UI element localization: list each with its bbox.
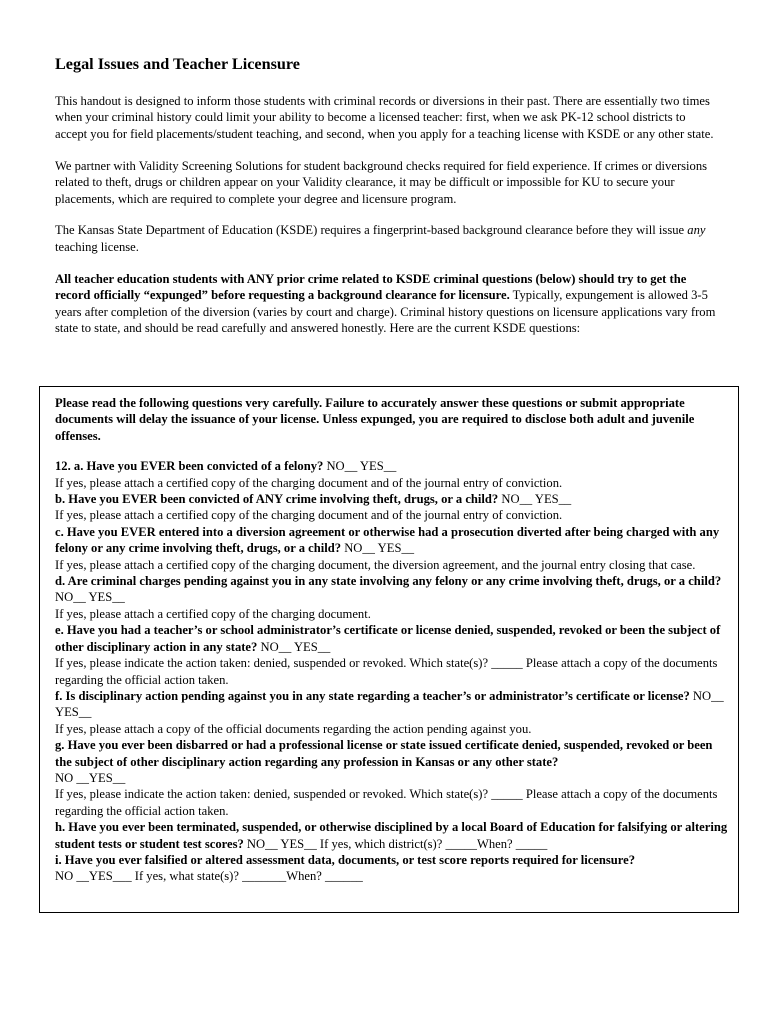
intro-paragraph: This handout is designed to inform those students with criminal records or diversions in their past. There are essentially two times when your criminal history could limit your ability to become a licensed teacher: first, when we ask PK-12 school districts to accept you for field placements/student teaching, and second, when you apply for a teaching license with KSDE or any other state. <box>55 94 714 141</box>
document-body <box>55 54 717 352</box>
expungement-bold-text: All teacher education students with ANY prior crime related to KSDE criminal questions (below) should try to get the record officially “expunged” before requesting a background clearance for licensure. <box>55 271 687 303</box>
question-h <box>55 819 728 852</box>
question-h-text: h. Have you ever been terminated, suspended, or otherwise disciplined by a local Board of Education for falsifying or altering student tests or student test scores? <box>55 820 728 851</box>
question-f-text: f. Is disciplinary action pending against you in any state regarding a teacher’s or administrator’s certificate or license? <box>55 688 690 703</box>
question-d-answer: NO__ YES__ <box>55 590 125 605</box>
question-g-note: If yes, please indicate the action taken: denied, suspended or revoked. Which state(s)? _____ Please attach a copy of the documents regarding the official action taken. <box>55 787 718 818</box>
question-c <box>55 524 728 573</box>
question-c-text: c. Have you EVER entered into a diversion agreement or otherwise had a prosecution diverted after being charged with any felony or any crime involving theft, drugs, or a child? <box>55 524 720 556</box>
ksde-text-post: teaching license. <box>55 239 139 254</box>
question-g-answer: NO __YES__ <box>55 770 126 785</box>
ksde-text-pre: The Kansas State Department of Education (KSDE) requires a fingerprint-based background clearance before they will issue <box>55 223 688 238</box>
question-b-text: b. Have you EVER been convicted of ANY crime involving theft, drugs, or a child? <box>55 492 499 507</box>
question-d-text: d. Are criminal charges pending against you in any state involving any felony or any crime involving theft, drugs, or a child? <box>55 574 722 589</box>
question-e-note: If yes, please indicate the action taken: denied, suspended or revoked. Which state(s)? _____ Please attach a copy of the documents regarding the official action taken. <box>55 656 718 687</box>
expungement-paragraph <box>55 271 717 337</box>
question-i-text: i. Have you ever falsified or altered assessment data, documents, or test score reports required for licensure? <box>55 852 636 867</box>
question-d-note: If yes, please attach a certified copy of the charging document. <box>55 606 371 621</box>
question-i-answer: NO __YES___ If yes, what state(s)? _______When? ______ <box>55 869 363 884</box>
expungement-text: Typically, expungement is allowed 3-5 years after completion of the diversion (varies by court and charge). Criminal history questions on licensure applications vary from state to state, and should be read carefully and answered honestly. Here are the current KSDE questions: <box>55 288 716 335</box>
question-b-answer: NO__ YES__ <box>498 492 572 507</box>
question-c-answer: NO__ YES__ <box>341 541 415 556</box>
ksde-text-emphasis: any <box>687 223 706 238</box>
question-c-note: If yes, please attach a certified copy of the charging document, the diversion agreement, and the journal entry closing that case. <box>55 557 696 572</box>
question-a-answer: NO__ YES__ <box>323 459 397 474</box>
ksde-questions-box <box>39 386 739 913</box>
page-title: Legal Issues and Teacher Licensure <box>55 55 300 73</box>
question-a <box>55 458 728 491</box>
questions-instructions: Please read the following questions very carefully. Failure to accurately answer these questions or submit appropriate documents will delay the issuance of your license. Unless expunged, you are required to disclose both adult and juvenile offenses. <box>55 396 695 443</box>
question-e <box>55 622 728 688</box>
question-e-text: e. Have you had a teacher’s or school administrator’s certificate or license denied, suspended, revoked or been the subject of other disciplinary action in any state? <box>55 623 721 654</box>
question-g <box>55 737 728 819</box>
question-i <box>55 852 728 885</box>
question-b <box>55 491 728 524</box>
question-e-answer: NO__ YES__ <box>257 639 331 654</box>
question-f <box>55 688 728 737</box>
question-h-answer: NO__ YES__ If yes, which district(s)? _____When? _____ <box>243 836 548 851</box>
question-f-answer: NO__ YES__ <box>55 688 724 720</box>
question-a-text: 12. a. Have you EVER been convicted of a felony? <box>55 459 324 474</box>
question-d <box>55 573 728 622</box>
question-g-text: g. Have you ever been disbarred or had a professional license or state issued certificate denied, suspended, revoked or been the subject of other disciplinary action regarding any profession in Kansas or any other state? <box>55 738 713 769</box>
question-b-note: If yes, please attach a certified copy of the charging document and of the journal entry of conviction. <box>55 508 563 523</box>
ksde-paragraph <box>55 222 717 255</box>
validity-paragraph: We partner with Validity Screening Solutions for student background checks required for field experience. If crimes or diversions related to theft, drugs or children appear on your Validity clearance, it may be difficult or impossible for KU to secure your placements, which are required to complete your degree and licensure program. <box>55 158 708 206</box>
question-a-note: If yes, please attach a certified copy of the charging document and of the journal entry of conviction. <box>55 475 563 490</box>
question-f-note: If yes, please attach a copy of the official documents regarding the action pending against you. <box>55 721 532 736</box>
